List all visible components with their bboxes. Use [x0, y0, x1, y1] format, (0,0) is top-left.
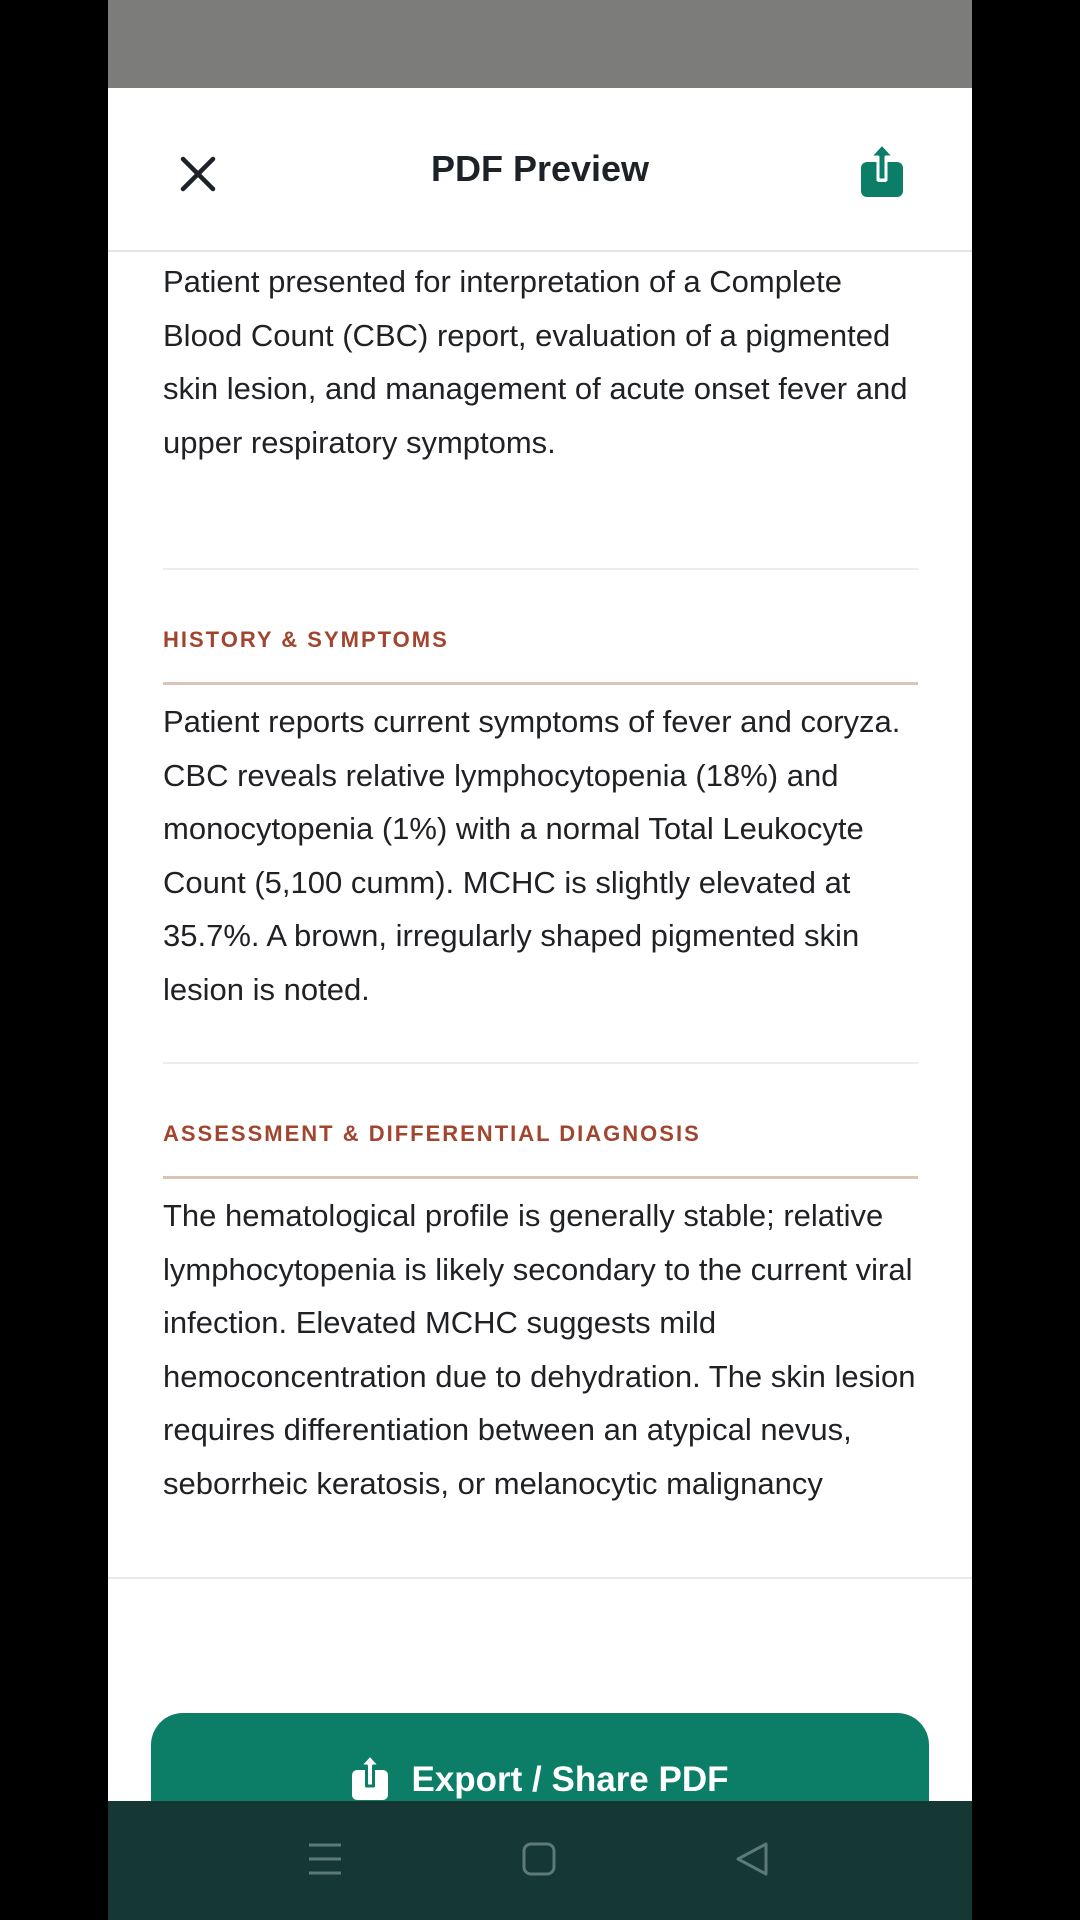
- export-share-pdf-label: Export / Share PDF: [411, 1760, 729, 1799]
- pdf-preview-sheet: [108, 88, 972, 1801]
- assessment-text: The hematological profile is generally stable; relative lymphocytopenia is likely secondary to the current viral infection. Elevated MCHC suggests mild hemoconcentration due to dehydration. The skin lesion requires differentiation between an atypical nevus, seborrheic keratosis, or melanocytic malignancy: [163, 1198, 916, 1501]
- section-heading-assessment: ASSESSMENT & DIFFERENTIAL DIAGNOSIS: [163, 1121, 701, 1146]
- history-text: Patient reports current symptoms of fever and coryza. CBC reveals relative lymphocytopenia (18%) and monocytopenia (1%) with a normal Total Leukocyte Count (5,100 cumm). MCHC is slightly elevated at 35.7%. A brown, irregularly shaped pigmented skin lesion is noted.: [163, 704, 901, 1007]
- export-share-pdf-button[interactable]: [151, 1713, 929, 1801]
- intro-section: [163, 255, 918, 469]
- heading-rule: [163, 1176, 918, 1179]
- home-icon: [521, 1841, 557, 1882]
- pdf-content[interactable]: [108, 252, 972, 1665]
- history-section: [163, 695, 918, 1017]
- section-divider: [163, 568, 918, 570]
- section-divider: [163, 1062, 918, 1064]
- home-button[interactable]: [509, 1831, 569, 1891]
- system-navigation-bar: [108, 1801, 972, 1920]
- header: [108, 88, 972, 252]
- share-icon: [860, 144, 904, 203]
- heading-rule: [163, 682, 918, 685]
- intro-text: Patient presented for interpretation of a Complete Blood Count (CBC) report, evaluation of a pigmented skin lesion, and management of acute onset fever and upper respiratory symptoms.: [163, 264, 908, 460]
- assessment-section: [163, 1189, 938, 1511]
- page-title: PDF Preview: [430, 148, 650, 189]
- back-button[interactable]: [722, 1831, 782, 1891]
- menu-icon: [307, 1841, 343, 1882]
- section-heading-history: HISTORY & SYMPTOMS: [163, 627, 449, 652]
- share-button[interactable]: [854, 140, 910, 206]
- share-icon: [351, 1755, 389, 1802]
- recent-apps-button[interactable]: [295, 1831, 355, 1891]
- status-bar: [108, 0, 972, 88]
- back-icon: [734, 1841, 770, 1882]
- footer: [108, 1577, 972, 1801]
